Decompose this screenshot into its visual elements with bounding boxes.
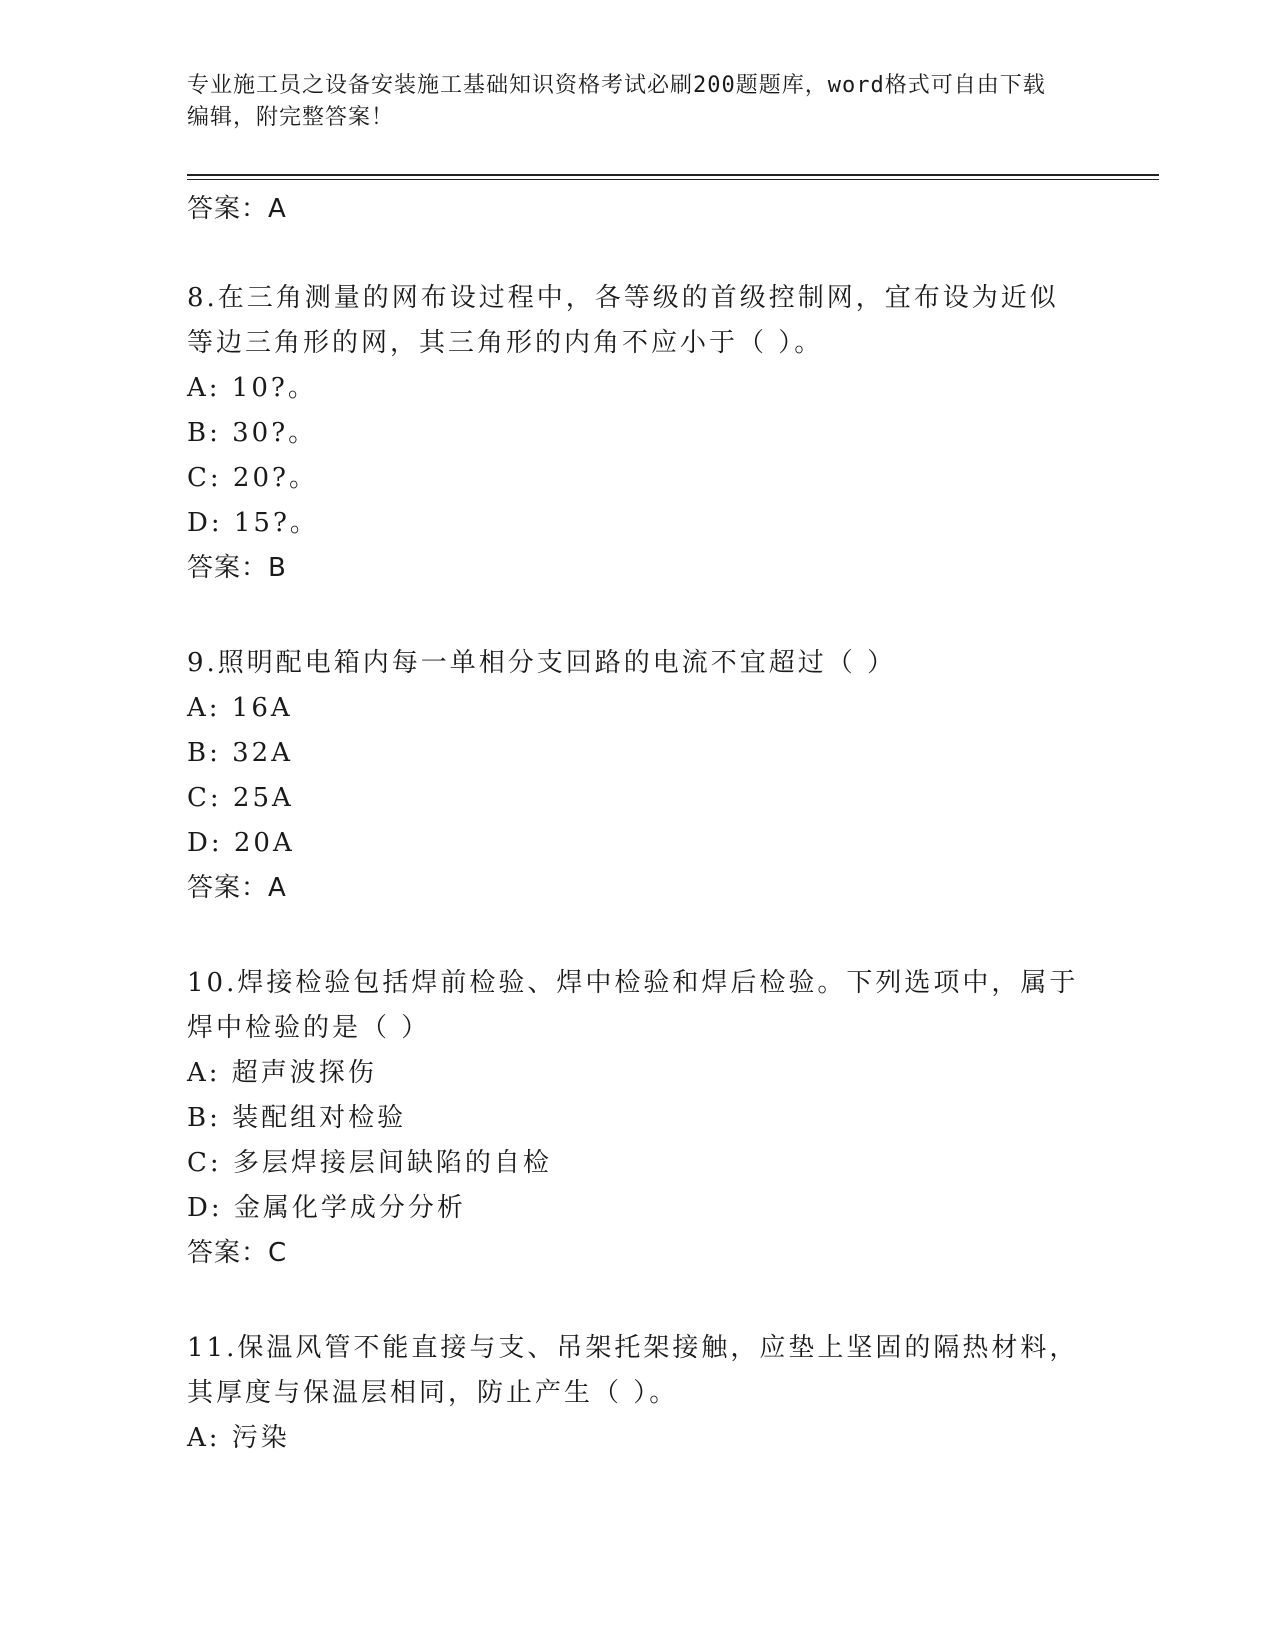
option-b: B: 30?。 — [187, 418, 318, 448]
question-9 — [187, 641, 1159, 911]
option-c: C: 多层焊接层间缺陷的自检 — [187, 1148, 552, 1178]
question-8 — [187, 276, 1159, 591]
option-b: B: 装配组对检验 — [187, 1103, 407, 1133]
question-text: 11.保温风管不能直接与支、吊架托架接触，应垫上坚固的隔热材料，其厚度与保温层相同，防止产生（ ）。 — [187, 1333, 1079, 1408]
question-answer: 答案：A — [187, 873, 287, 903]
option-c: C: 20?。 — [187, 463, 318, 493]
question-answer: 答案：C — [187, 1238, 288, 1268]
option-a: A: 超声波探伤 — [187, 1058, 377, 1088]
document-header: 专业施工员之设备安装施工基础知识资格考试必刷200题题库，word格式可自由下载编辑，附完整答案！ — [187, 73, 1046, 130]
document-page — [187, 70, 1159, 1461]
option-b: B: 32A — [187, 738, 293, 768]
option-a: A: 10?。 — [187, 373, 317, 403]
question-10 — [187, 961, 1159, 1276]
header-divider — [187, 174, 1159, 180]
previous-answer: 答案：A — [187, 194, 287, 224]
question-text: 10.焊接检验包括焊前检验、焊中检验和焊后检验。下列选项中，属于焊中检验的是（ ） — [187, 968, 1079, 1043]
option-d: D: 20A — [187, 828, 295, 858]
option-c: C: 25A — [187, 783, 294, 813]
option-a: A: 污染 — [187, 1423, 290, 1453]
question-answer: 答案：B — [187, 553, 287, 583]
question-11 — [187, 1326, 1159, 1461]
question-text: 8.在三角测量的网布设过程中，各等级的首级控制网，宜布设为近似等边三角形的网，其三角形的内角不应小于（ ）。 — [187, 283, 1059, 358]
option-d: D: 15?。 — [187, 508, 319, 538]
option-a: A: 16A — [187, 693, 293, 723]
option-d: D: 金属化学成分分析 — [187, 1193, 466, 1223]
question-text: 9.照明配电箱内每一单相分支回路的电流不宜超过（ ） — [187, 648, 897, 678]
